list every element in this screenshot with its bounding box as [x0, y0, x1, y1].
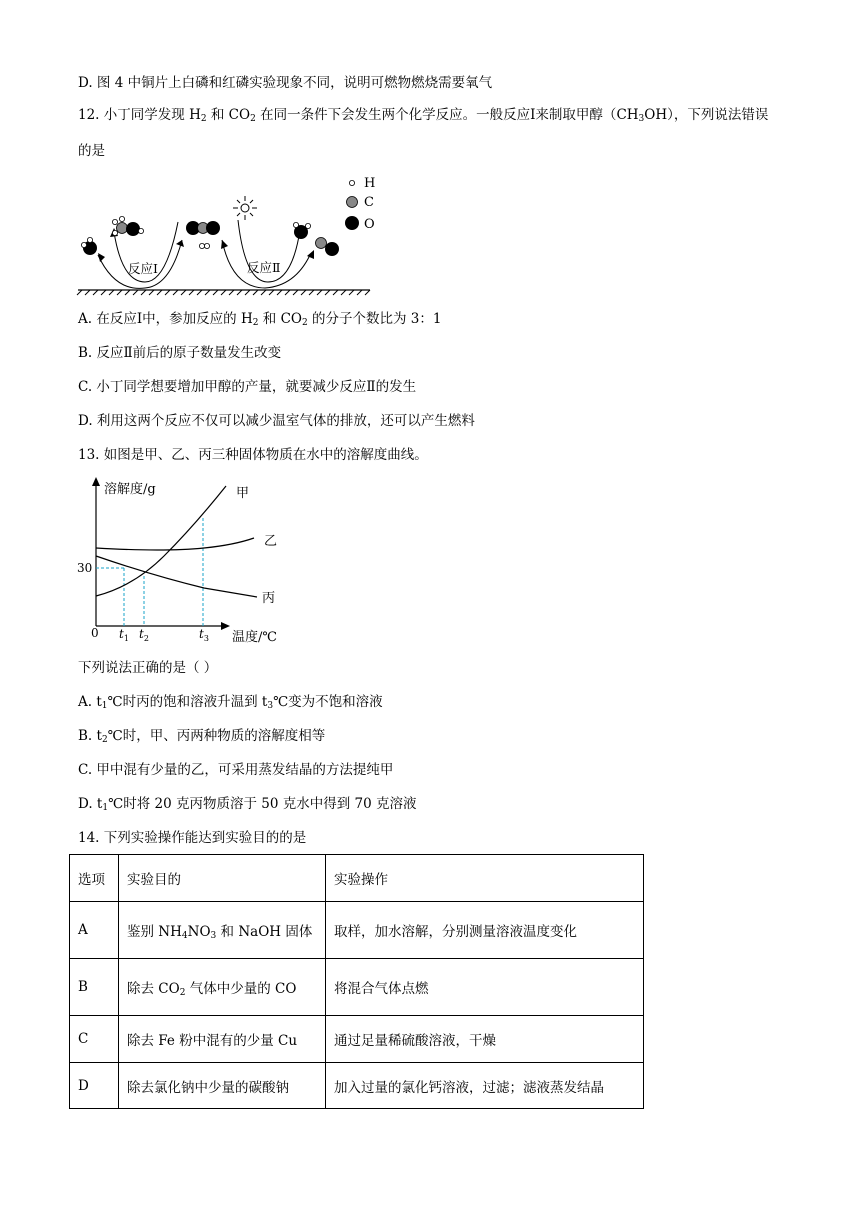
- row-purpose: 除去氯化钠中少量的碳酸钠: [119, 1063, 326, 1109]
- row-purpose: [119, 959, 326, 1016]
- purpose-a-sub2: 3: [210, 930, 217, 941]
- q14-stem: 14. 下列实验操作能达到实验目的的是: [78, 830, 307, 846]
- q12-option-d: D. 利用这两个反应不仅可以减少温室气体的排放，还可以产生燃料: [78, 413, 475, 429]
- q12-stem: [78, 99, 778, 167]
- x-tick-t3: $t_3$: [199, 627, 209, 643]
- q12-option-a-part3: 的分子个数比为 3：1: [307, 311, 442, 327]
- x-axis-label: 温度/℃: [232, 630, 277, 645]
- row-option: B: [70, 959, 119, 1016]
- q12-stem-part2: 在同一条件下会发生两个化学反应。一般反应Ⅰ来制取甲醇（: [255, 107, 617, 123]
- header-purpose: 实验目的: [119, 855, 326, 902]
- row-operation: 取样，加水溶解，分别测量溶液温度变化: [326, 902, 644, 959]
- row-operation: 将混合气体点燃: [326, 959, 644, 1016]
- q12-option-a: [78, 309, 441, 333]
- row-option: A: [70, 902, 119, 959]
- h2o-product-molecule: [293, 222, 310, 239]
- reaction2-arrow-right: [307, 250, 314, 259]
- q12-and: 和: [206, 107, 229, 123]
- purpose-b-part1: 除去 CO: [127, 980, 180, 997]
- x-tick-t2: $t_2$: [139, 627, 149, 643]
- q12-stem-part3: ），下列说法错误的是: [78, 107, 769, 159]
- y-axis-arrow: [92, 477, 100, 486]
- q13-option-a-sub1: 1: [101, 701, 108, 711]
- reaction1-label: 反应Ⅰ: [128, 261, 158, 276]
- header-operation: 实验操作: [326, 855, 644, 902]
- q13-option-d-part2: ℃时将 20 克丙物质溶于 50 克水中得到 70 克溶液: [108, 796, 417, 812]
- q12-ch3oh-a: CH: [616, 107, 639, 123]
- q12-option-a-h2: H: [240, 311, 253, 327]
- q12-option-a-co2: CO: [280, 311, 302, 327]
- co2-molecule: [186, 221, 220, 235]
- q12-co2: CO: [228, 107, 251, 123]
- ground-hatch: [77, 290, 370, 295]
- purpose-a-part3: 和 NaOH 固体: [216, 923, 313, 940]
- q12-option-a-h2-sub: 2: [252, 318, 259, 328]
- q12-option-a-part2: 和: [258, 311, 281, 327]
- curve-label-bing: 丙: [262, 591, 276, 606]
- q12-h2: H: [189, 107, 201, 123]
- reaction-diagram: [70, 170, 400, 296]
- solubility-chart: [74, 476, 300, 648]
- row-option: C: [70, 1016, 119, 1063]
- legend-c: C: [364, 195, 374, 210]
- table-row: [70, 1063, 644, 1109]
- curve-label-jia: 甲: [236, 486, 250, 501]
- table-header-row: [70, 855, 644, 902]
- h2-molecule: [199, 243, 209, 248]
- ch3oh-molecule: [112, 216, 143, 236]
- x-axis-arrow: [221, 622, 230, 630]
- q13-option-a: [78, 692, 383, 716]
- purpose-a-sub1: 4: [181, 930, 188, 941]
- q13-option-a-part1: A. t: [78, 694, 102, 710]
- q13-prompt: 下列说法正确的是（ ）: [78, 660, 218, 676]
- q13-option-b: [78, 726, 325, 750]
- carbon-legend-icon: [347, 197, 358, 208]
- curve-label-yi: 乙: [264, 534, 278, 549]
- q12-ch3oh-b: OH: [644, 107, 668, 123]
- y-axis-label: 溶解度/g: [104, 482, 156, 497]
- reaction2-arrow-in: [221, 240, 228, 249]
- q13-option-b-part2: ℃时，甲、丙两种物质的溶解度相等: [107, 728, 326, 744]
- q13-option-b-part1: B. t: [78, 728, 102, 744]
- row-operation: 通过足量稀硫酸溶液，干燥: [326, 1016, 644, 1063]
- reaction2-label: 反应Ⅱ: [247, 260, 281, 275]
- q13-stem: 13. 如图是甲、乙、丙三种固体物质在水中的溶解度曲线。: [78, 447, 428, 463]
- table-row: [70, 959, 644, 1016]
- curve-jia: [96, 486, 226, 596]
- q13-option-d-sub: 1: [102, 803, 109, 813]
- q13-option-a-part2: ℃时丙的饱和溶液升温到 t: [107, 694, 268, 710]
- experiment-table: [69, 854, 644, 1109]
- header-option: 选项: [70, 855, 119, 902]
- table-row: [70, 902, 644, 959]
- q13-option-d: [78, 794, 416, 818]
- origin-label: 0: [91, 626, 99, 640]
- purpose-a-part2: NO: [187, 923, 211, 940]
- q13-option-a-part3: ℃变为不饱和溶液: [273, 694, 383, 710]
- h2o-molecule: [81, 237, 97, 255]
- q12-option-a-part1: A. 在反应Ⅰ中，参加反应的: [78, 311, 241, 327]
- q12-ch3oh-sub: 3: [638, 114, 645, 124]
- reaction1-arrow-in: [98, 253, 105, 262]
- legend-h: H: [364, 176, 376, 191]
- oxygen-legend-icon: [345, 216, 359, 230]
- y-tick-30: 30: [77, 561, 93, 575]
- x-tick-t1: $t_1$: [119, 627, 129, 643]
- purpose-b-sub1: 2: [179, 987, 186, 998]
- q13-option-a-sub2: 3: [267, 701, 274, 711]
- row-purpose: [119, 902, 326, 959]
- atom-legend: [345, 176, 375, 232]
- q12-option-a-co2-sub: 2: [301, 318, 308, 328]
- purpose-a-part1: 鉴别 NH: [127, 923, 182, 940]
- hydrogen-legend-icon: [349, 180, 354, 185]
- co-molecule: [316, 238, 340, 257]
- sunburst-icon: [233, 196, 257, 220]
- q12-option-b: B. 反应Ⅱ前后的原子数量发生改变: [78, 345, 282, 361]
- q13-option-d-part1: D. t: [78, 796, 103, 812]
- legend-o: O: [364, 217, 375, 232]
- curve-bing: [96, 556, 257, 597]
- purpose-b-part2: 气体中少量的 CO: [185, 980, 297, 997]
- row-option: D: [70, 1063, 119, 1109]
- q12-h2-sub: 2: [200, 114, 207, 124]
- row-operation: 加入过量的氯化钙溶液，过滤；滤液蒸发结晶: [326, 1063, 644, 1109]
- table-row: [70, 1016, 644, 1063]
- q12-co2-sub: 2: [250, 114, 256, 124]
- q11-option-d: D. 图 4 中铜片上白磷和红磷实验现象不同，说明可燃物燃烧需要氧气: [78, 75, 493, 91]
- q12-option-c: C. 小丁同学想要增加甲醇的产量，就要减少反应Ⅱ的发生: [78, 379, 417, 395]
- q12-stem-part1: 12. 小丁同学发现: [78, 107, 190, 123]
- row-purpose: 除去 Fe 粉中混有的少量 Cu: [119, 1016, 326, 1063]
- q13-option-c: C. 甲中混有少量的乙，可采用蒸发结晶的方法提纯甲: [78, 762, 394, 778]
- q13-option-b-sub: 2: [101, 735, 108, 745]
